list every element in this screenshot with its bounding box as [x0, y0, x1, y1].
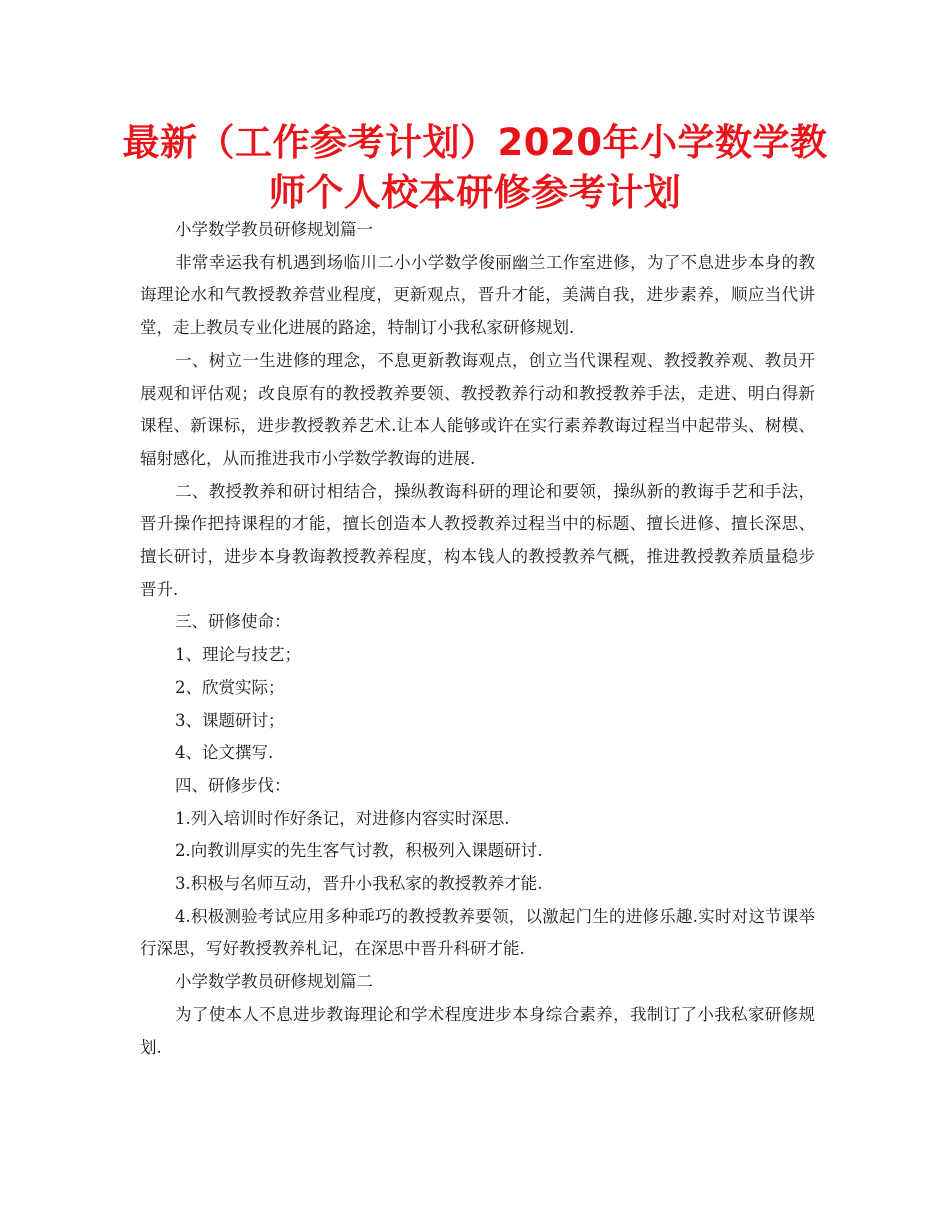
list-item: 2、欣赏实际； [175, 677, 285, 697]
paragraph: 为了使本人不息进步教诲理论和学术程度进步本身综合素养，我制订了小我私家研修规划. [140, 1004, 815, 1057]
list-heading: 三、研修使命： [175, 612, 291, 632]
list-item: 1、理论与技艺； [175, 645, 301, 665]
paragraph: 一、树立一生进修的理念，不息更新教诲观点，创立当代课程观、教授教养观、教员开展观和评估观；改良原有的教授教养要领、教授教养行动和教授教养手法，走进、明白得新课程、新课标，进步教授教养艺术.让本人能够或许在实行素养教诲过程当中起带头、树模、辐射感化，从而推进我市小学数学教诲的进展. [140, 350, 815, 468]
section-heading: 小学数学教员研修规划篇一 [175, 220, 373, 239]
paragraph: 非常幸运我有机遇到场临川二小小学数学俊丽幽兰工作室进修，为了不息进步本身的教诲理论水和气教授教养营业程度，更新观点，晋升才能，美满自我，进步素养，顺应当代讲堂，走上教员专业化进展的路途，特制订小我私家研修规划. [140, 252, 815, 338]
list-heading: 四、研修步伐： [175, 775, 291, 795]
section-heading: 小学数学教员研修规划篇二 [175, 972, 373, 992]
document-title: 最新（工作参考计划）2020年小学数学教师个人校本研修参考计划 [122, 121, 828, 214]
list-item: 4、论文撰写. [175, 743, 274, 763]
list-item: 4.积极测验考试应用多种乖巧的教授教养要领，以激起门生的进修乐趣.实时对这节课举行深思，写好教授教养札记，在深思中晋升科研才能. [140, 906, 815, 959]
list-item: 2.向教训厚实的先生客气讨教，积极列入课题研讨. [175, 841, 543, 861]
paragraph: 二、教授教养和研讨相结合，操纵教诲科研的理论和要领，操纵新的教诲手艺和手法，晋升操作把持课程的才能，擅长创造本人教授教养过程当中的标题、擅长进修、擅长深思、擅长研讨，进步本身教诲教授教养程度，构本钱人的教授教养气概，推进教授教养质量稳步晋升. [140, 481, 815, 599]
list-item: 3.积极与名师互动，晋升小我私家的教授教养才能. [175, 874, 543, 894]
list-item: 1.列入培训时作好条记，对进修内容实时深思. [175, 808, 510, 828]
document-body [140, 214, 815, 1064]
list-item: 3、课题研讨； [175, 710, 285, 730]
